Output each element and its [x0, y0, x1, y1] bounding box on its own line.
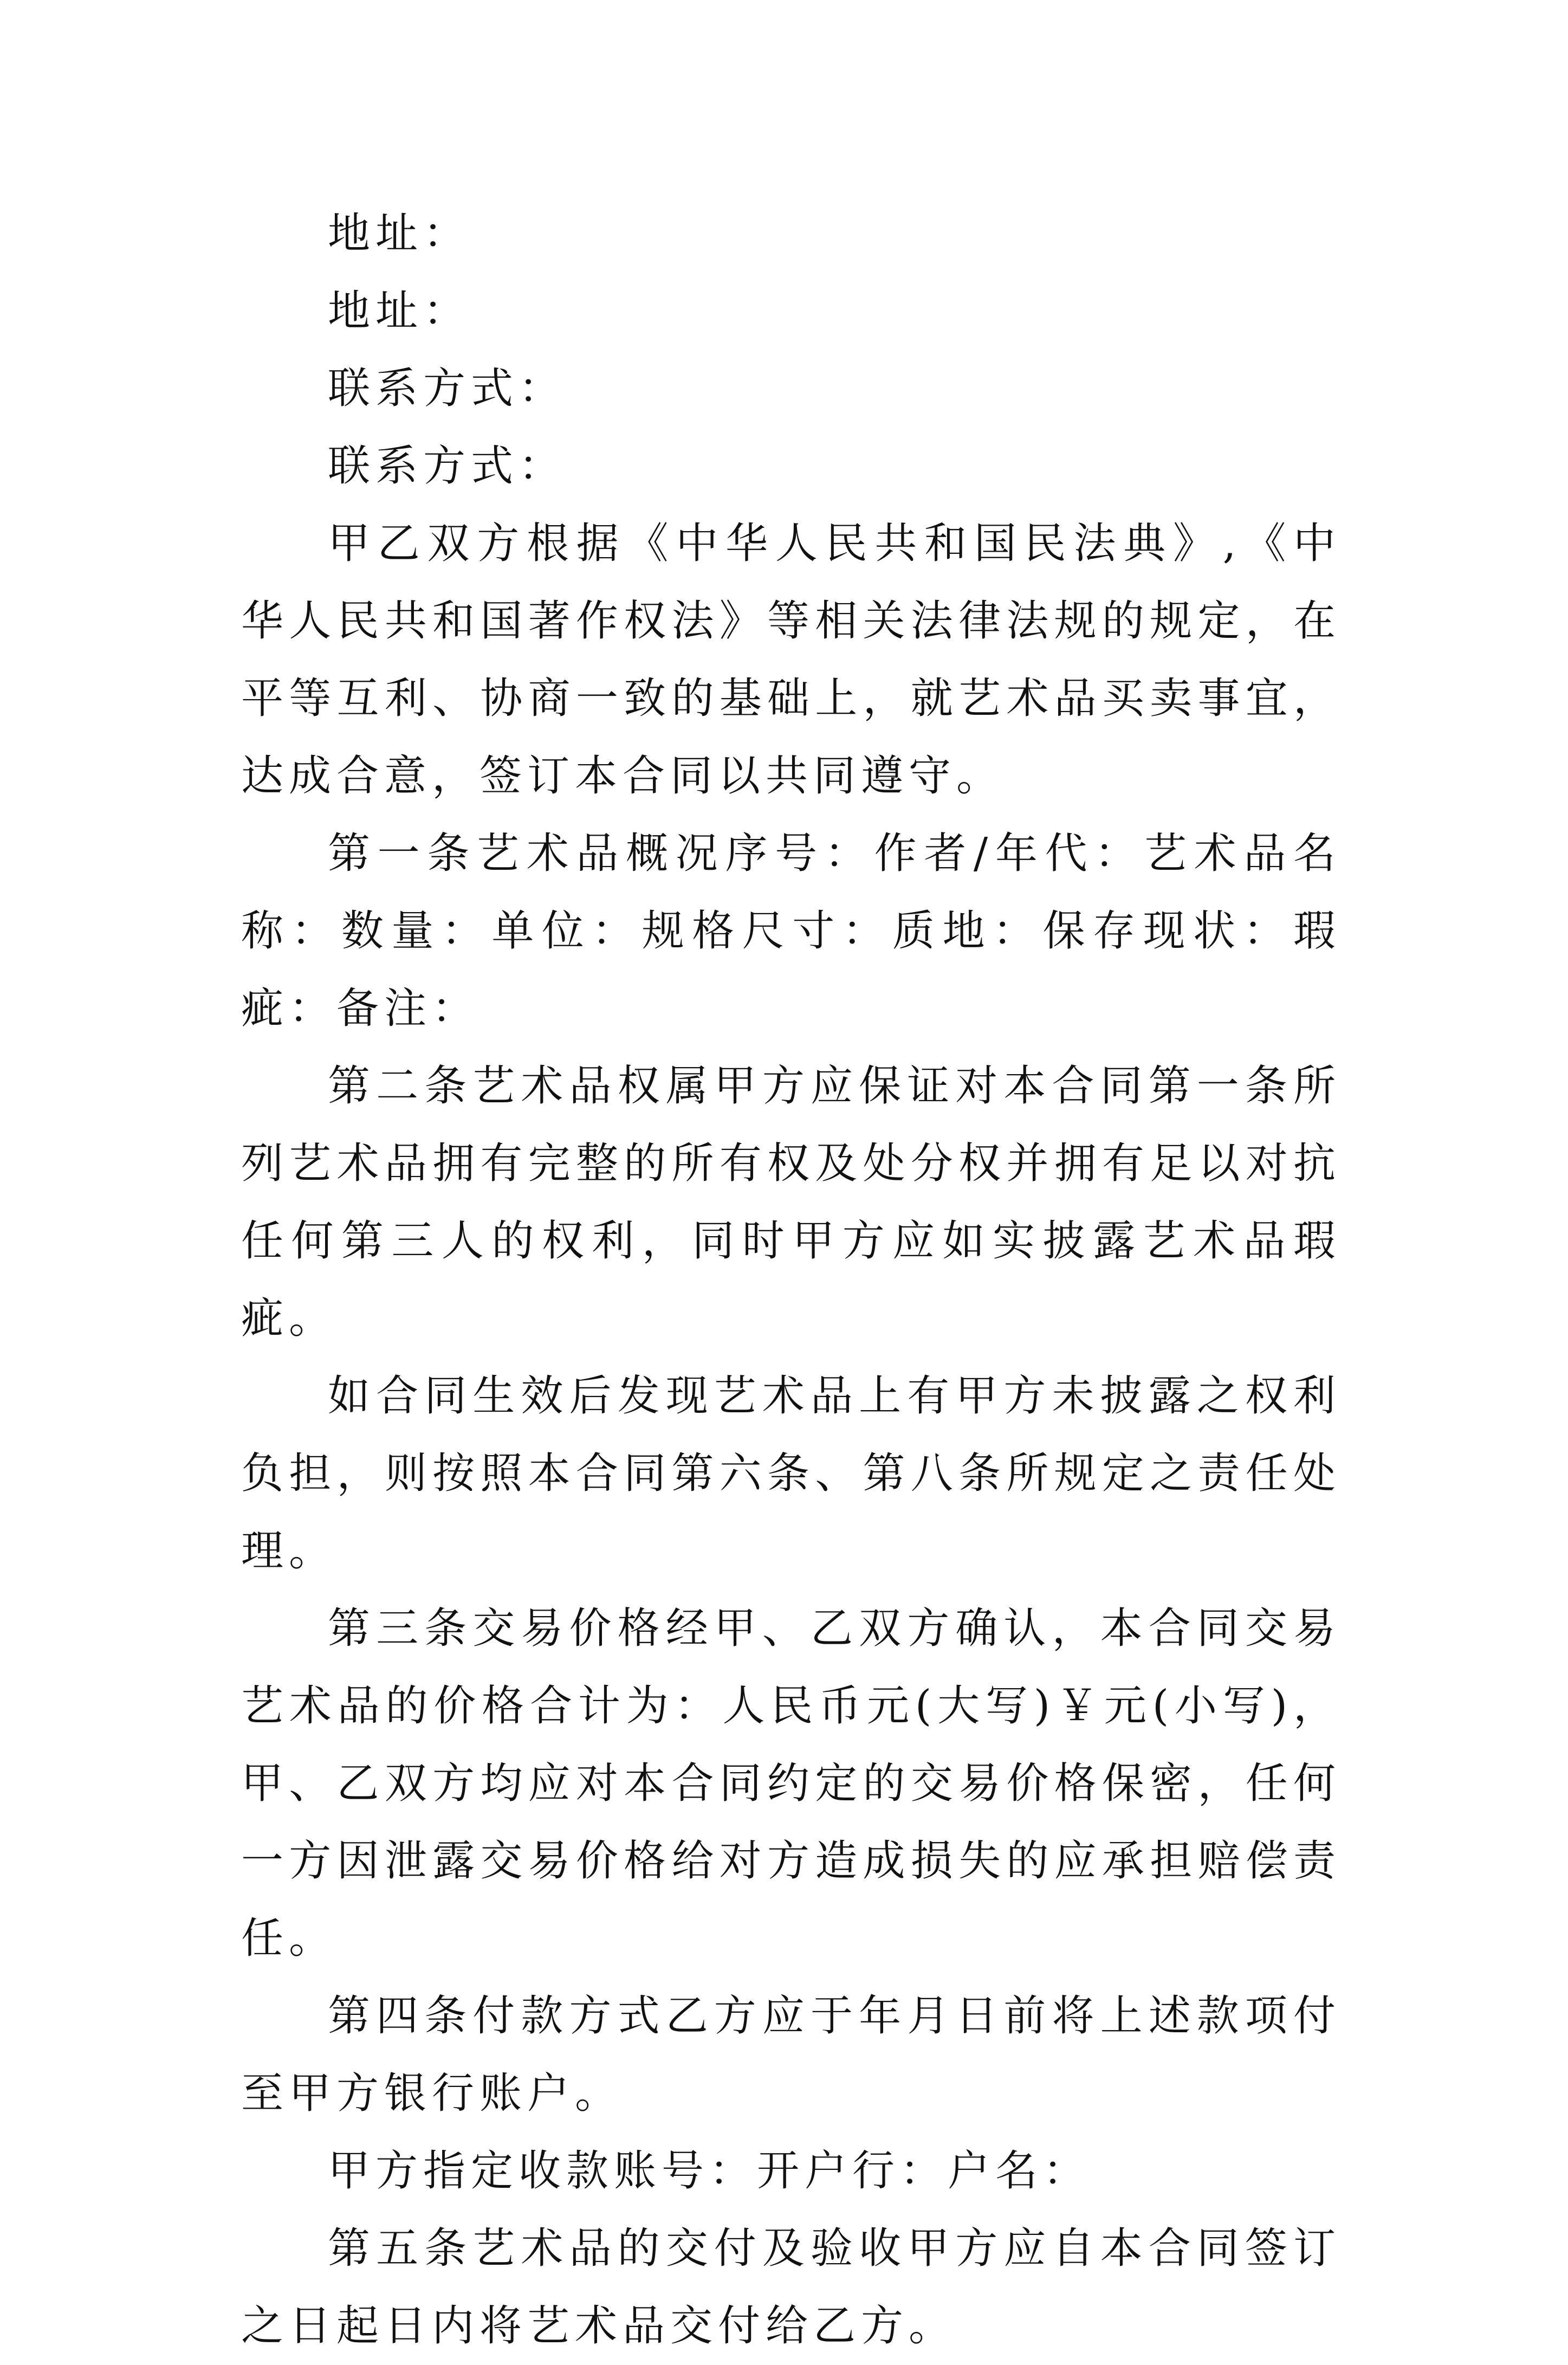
- contract-preamble: 甲乙双方根据《中华人民共和国民法典》,《中华人民共和国著作权法》等相关法律法规的规定，在平等互利、协商一致的基础上，就艺术品买卖事宜，达成合意，签订本合同以共同遵守。: [241, 519, 1341, 800]
- address-field-2: 地址：: [328, 287, 471, 335]
- article-1-artwork-overview: 第一条艺术品概况序号：作者/年代：艺术品名称：数量：单位：规格尺寸：质地：保存现状：瑕疵：备注：: [241, 829, 1341, 1033]
- article-2-undisclosed-burden: 如合同生效后发现艺术品上有甲方未披露之权利负担，则按照本合同第六条、第八条所规定之责任处理。: [241, 1372, 1341, 1575]
- contact-field-1: 联系方式：: [328, 364, 567, 413]
- article-2-ownership: 第二条艺术品权属甲方应保证对本合同第一条所列艺术品拥有完整的所有权及处分权并拥有足以对抗任何第三人的权利，同时甲方应如实披露艺术品瑕疵。: [241, 1062, 1341, 1343]
- contact-field-2: 联系方式：: [328, 442, 567, 490]
- document-body: [241, 195, 1341, 2365]
- article-3-price: 第三条交易价格经甲、乙双方确认，本合同交易艺术品的价格合计为：人民币元(大写)￥元(小写)，甲、乙双方均应对本合同约定的交易价格保密，任何一方因泄露交易价格给对方造成损失的应承担赔偿责任。: [241, 1604, 1341, 1963]
- article-4-payment: 第四条付款方式乙方应于年月日前将上述款项付至甲方银行账户。: [241, 1992, 1341, 2118]
- article-5-delivery: 第五条艺术品的交付及验收甲方应自本合同签订之日起日内将艺术品交付给乙方。: [241, 2224, 1341, 2350]
- bank-account-fields: 甲方指定收款账号：开户行：户名：: [328, 2147, 1091, 2195]
- address-field-1: 地址：: [328, 209, 471, 258]
